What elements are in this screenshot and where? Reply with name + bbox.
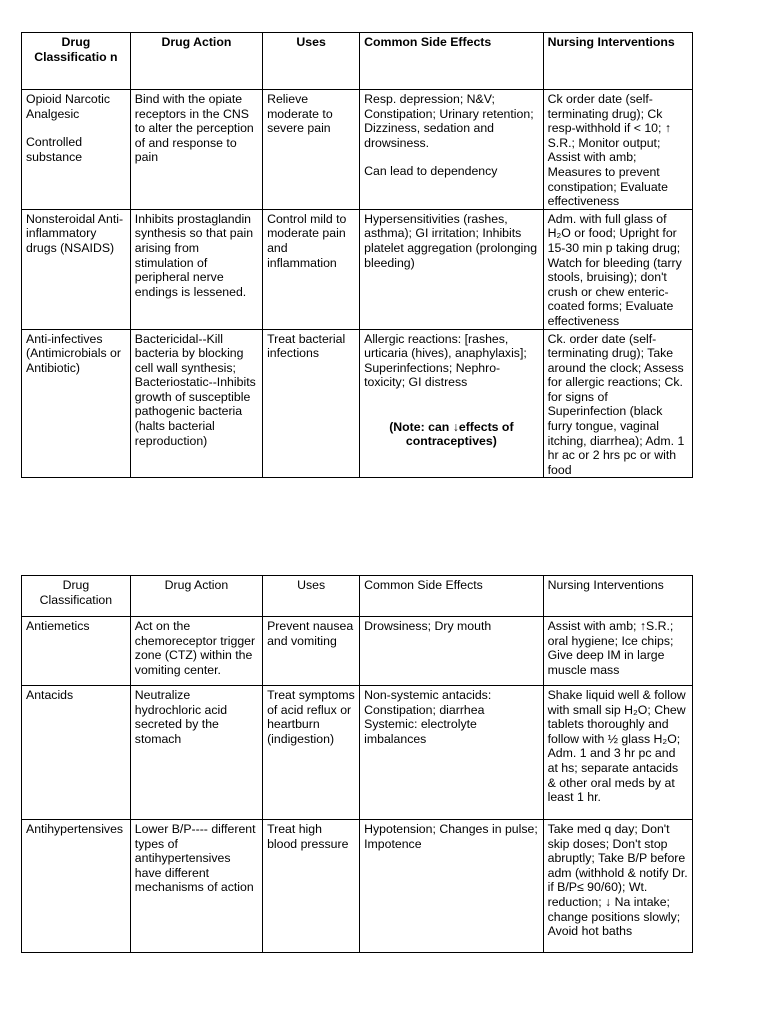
table-row (22, 209, 693, 329)
side-effects-extra-text: Can lead to dependency (364, 164, 498, 179)
classification-cell: Antacids (22, 686, 131, 820)
header-drug-classification: Drug Classification (22, 576, 131, 617)
side-effects-cell (360, 90, 543, 210)
uses-cell: Treat bacterial infections (263, 329, 360, 478)
uses-cell: Treat symptoms of acid reflux or heartburn (indigestion) (263, 686, 360, 820)
header-drug-classification: Drug Classificatio n (22, 33, 131, 90)
nursing-interventions-cell: Ck order date (self-terminating drug); Ck resp-withhold if < 10; ↑ S.R.; Monitor output; Assist with amb; Measures to prevent constipation; Evaluate effectiveness (543, 90, 692, 210)
nursing-interventions-cell: Assist with amb; ↑S.R.; oral hygiene; Ice chips; Give deep IM in large muscle mass (543, 617, 692, 686)
classification-cell: Antiemetics (22, 617, 131, 686)
classification-text: Opioid Narcotic Analgesic (26, 92, 111, 121)
classification-cell (22, 90, 131, 210)
drug-action-cell: Bactericidal--Kill bacteria by blocking cell wall synthesis; Bacteriostatic--Inhibits growth of susceptible pathogenic bacteria (halts bacterial reproduction) (130, 329, 262, 478)
header-nursing-interventions: Nursing Interventions (543, 33, 692, 90)
classification-extra-text: Controlled substance (26, 135, 83, 164)
header-side-effects: Common Side Effects (360, 576, 543, 617)
header-drug-action: Drug Action (130, 576, 262, 617)
side-effects-cell: Hypotension; Changes in pulse; Impotence (360, 820, 543, 953)
drug-table-1 (21, 32, 693, 478)
nursing-interventions-cell: Adm. with full glass of H₂O or food; Upright for 15-30 min p taking drug; Watch for bleeding (tarry stools, bruising); don't crush or chew enteric-coated forms; Evaluate effectiveness (543, 209, 692, 329)
header-nursing-interventions: Nursing Interventions (543, 576, 692, 617)
table-row (22, 617, 693, 686)
uses-cell: Treat high blood pressure (263, 820, 360, 953)
table-header-row (22, 576, 693, 617)
drug-table-2 (21, 575, 693, 953)
table-row (22, 90, 693, 210)
table-header-row (22, 33, 693, 90)
drug-action-cell: Act on the chemoreceptor trigger zone (CTZ) within the vomiting center. (130, 617, 262, 686)
uses-cell: Control mild to moderate pain and inflammation (263, 209, 360, 329)
side-effects-text: Resp. depression; N&V; Constipation; Urinary retention; Dizziness, sedation and drowsiness. (364, 92, 534, 150)
nursing-interventions-cell: Shake liquid well & follow with small sip H₂O; Chew tablets thoroughly and follow with ½ glass H₂O; Adm. 1 and 3 hr pc and at hs; separate antacids & other oral meds by at least 1 hr. (543, 686, 692, 820)
uses-cell: Relieve moderate to severe pain (263, 90, 360, 210)
side-effects-cell (360, 329, 543, 478)
header-uses: Uses (263, 33, 360, 90)
classification-cell: Anti-infectives (Antimicrobials or Antibiotic) (22, 329, 131, 478)
header-uses: Uses (263, 576, 360, 617)
side-effects-text: Allergic reactions: [rashes, urticaria (hives), anaphylaxis]; Superinfections; Nephro-toxicity; GI distress (364, 331, 527, 390)
drug-action-cell: Lower B/P---- different types of antihypertensives have different mechanisms of action (130, 820, 262, 953)
drug-action-cell: Neutralize hydrochloric acid secreted by the stomach (130, 686, 262, 820)
classification-cell: Antihypertensives (22, 820, 131, 953)
table-row (22, 820, 693, 953)
side-effects-cell: Drowsiness; Dry mouth (360, 617, 543, 686)
side-effects-cell: Hypersensitivities (rashes, asthma); GI irritation; Inhibits platelet aggregation (prolonging bleeding) (360, 209, 543, 329)
nursing-interventions-cell: Take med q day; Don't skip doses; Don't stop abruptly; Take B/P before adm (withhold & notify Dr. if B/P≤ 90/60); Wt. reduction; ↓ Na intake; change positions slowly; Avoid hot baths (543, 820, 692, 953)
drug-action-cell: Inhibits prostaglandin synthesis so that pain arising from stimulation of peripheral nerve endings is lessened. (130, 209, 262, 329)
nursing-interventions-cell: Ck. order date (self-terminating drug); Take around the clock; Assess for allergic reactions; Ck. for signs of Superinfection (black furry tongue, vaginal itching, diarrhea); Adm. 1 hr ac or 2 hrs pc or with food (543, 329, 692, 478)
uses-cell: Prevent nausea and vomiting (263, 617, 360, 686)
drug-action-cell: Bind with the opiate receptors in the CNS to alter the perception of and response to pain (130, 90, 262, 210)
side-effects-cell: Non-systemic antacids: Constipation; diarrhea Systemic: electrolyte imbalances (360, 686, 543, 820)
table-row (22, 686, 693, 820)
header-side-effects: Common Side Effects (360, 33, 543, 90)
table-row (22, 329, 693, 478)
side-effects-note: (Note: can ↓effects of contraceptives) (389, 419, 514, 449)
header-drug-action: Drug Action (130, 33, 262, 90)
classification-cell: Nonsteroidal Anti-inflammatory drugs (NSAIDS) (22, 209, 131, 329)
